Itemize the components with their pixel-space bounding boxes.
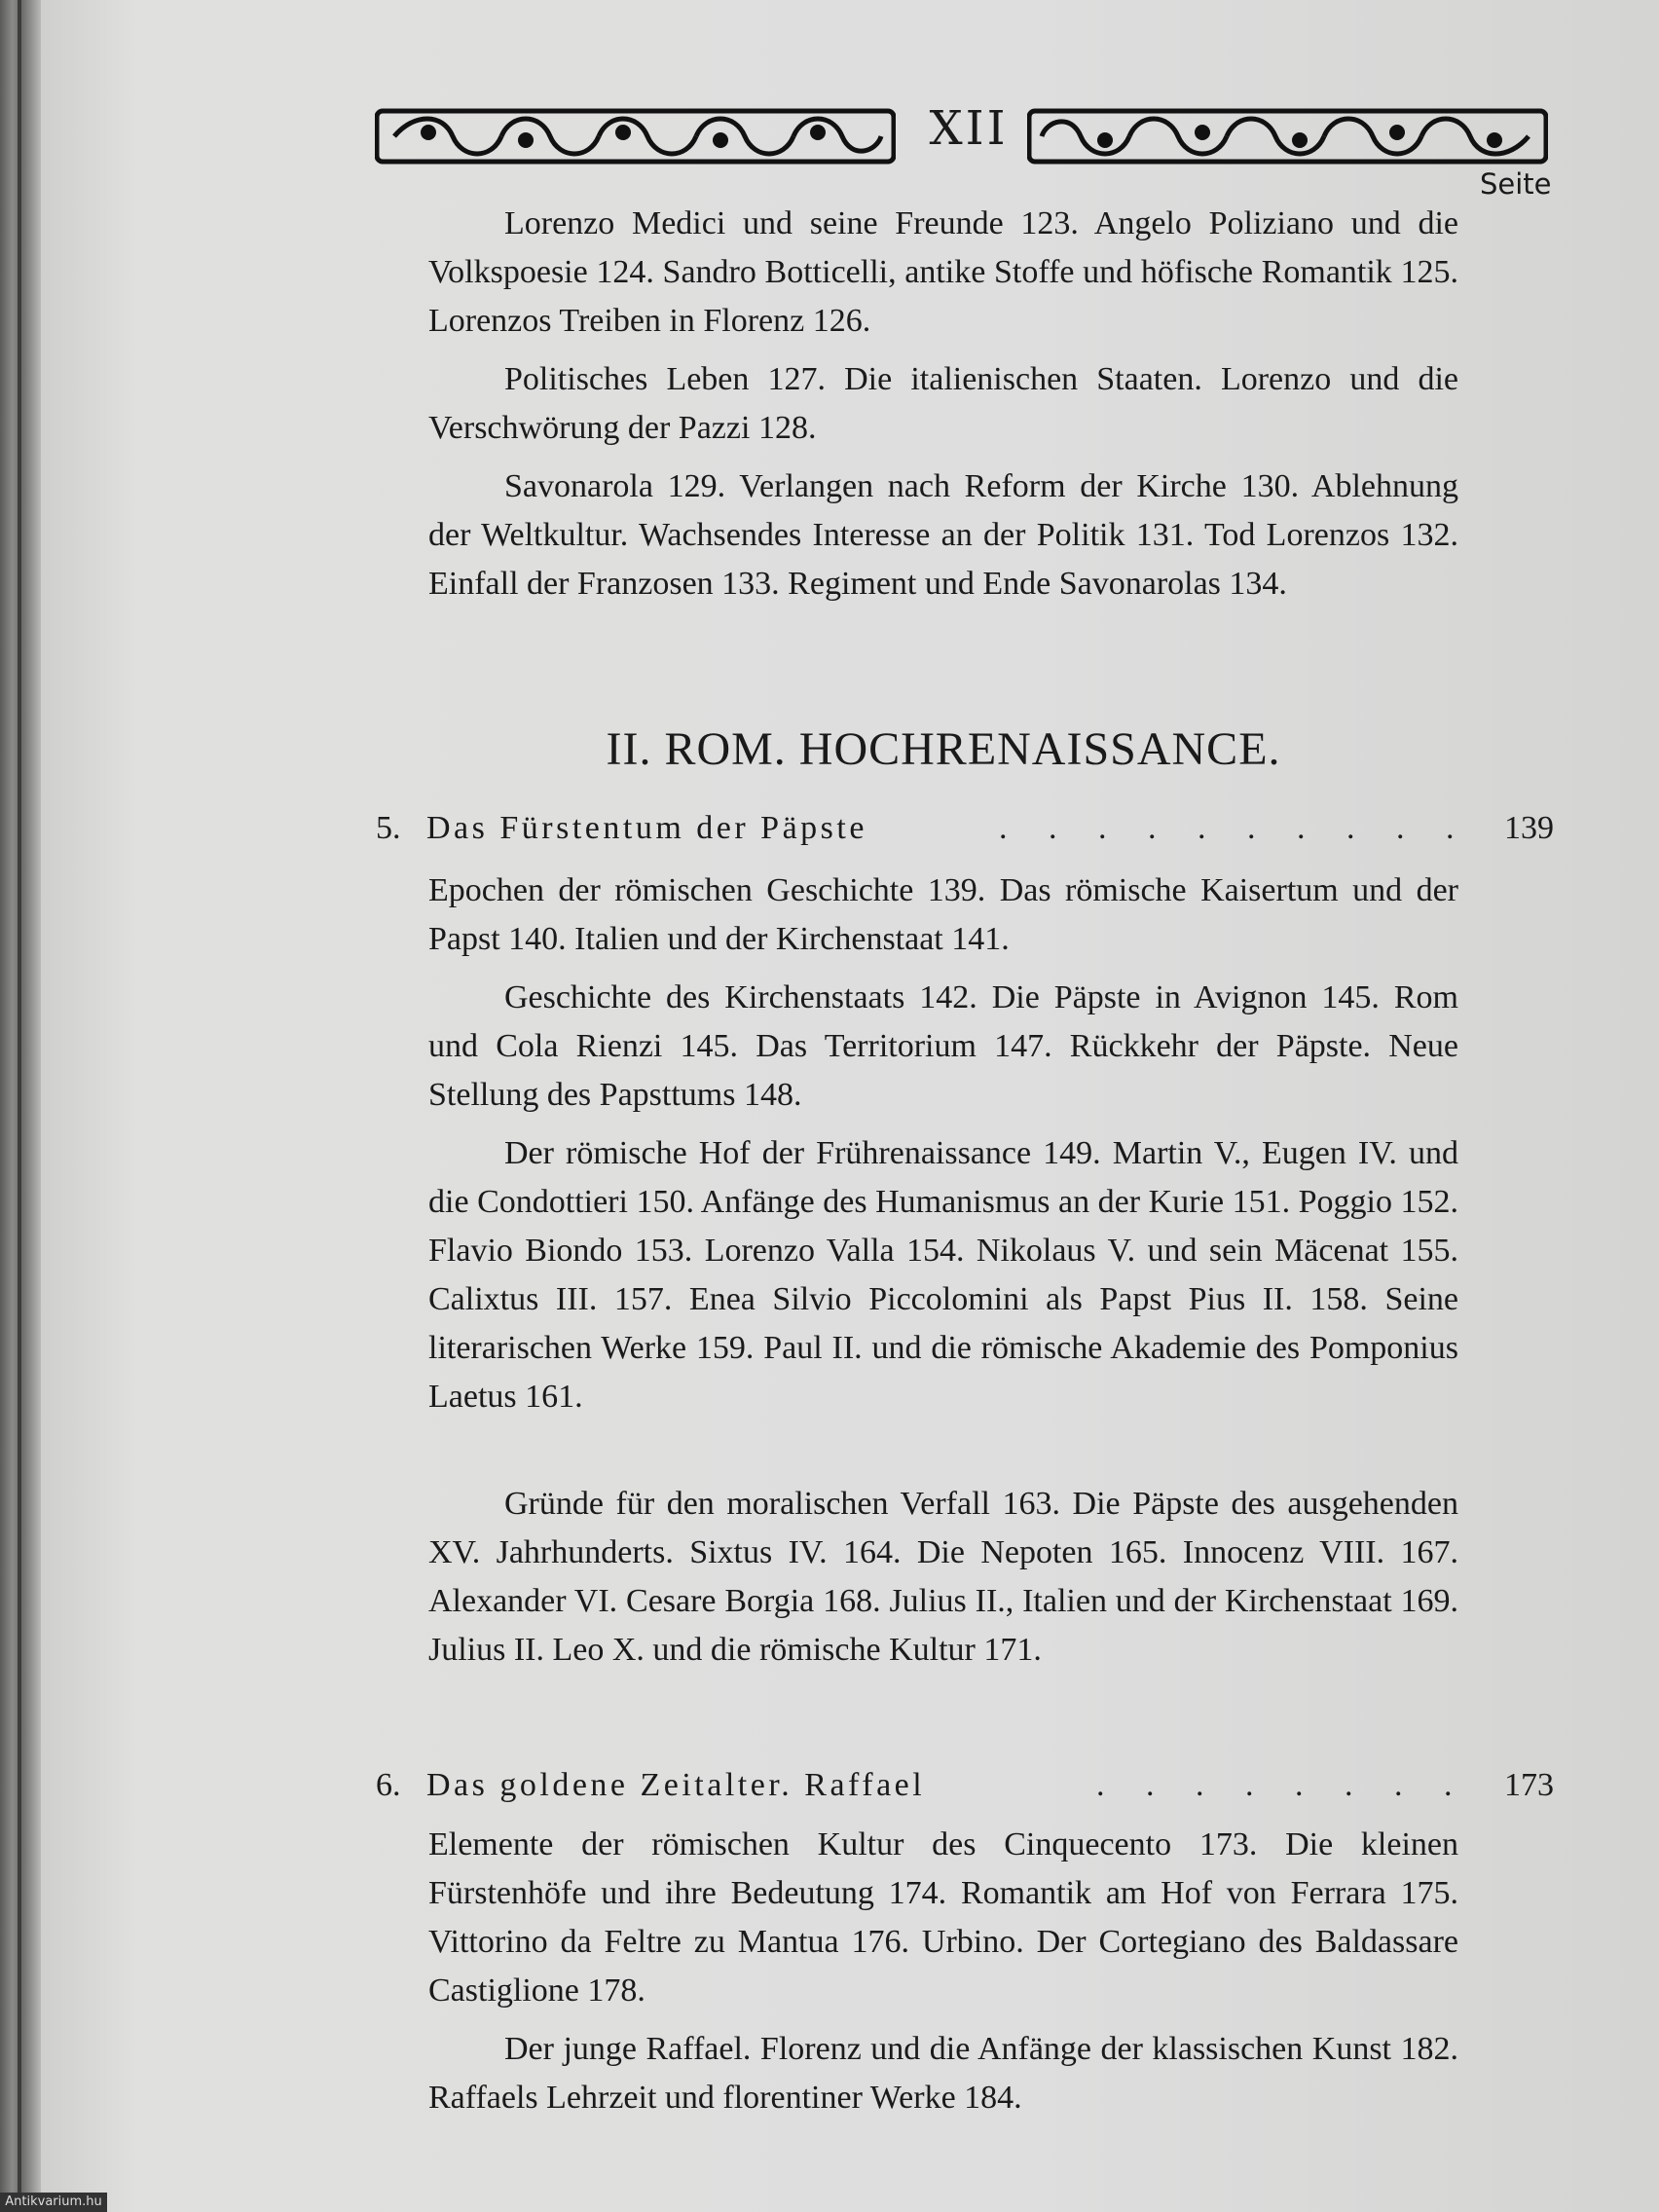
scroll-ornament-icon [1027,103,1548,169]
chapter-page: 139 [1504,810,1554,846]
chapter-number: 6. [376,1767,401,1803]
chapter-page: 173 [1504,1767,1554,1803]
chapter-title: Das goldene Zeitalter. Raffael [426,1767,926,1803]
spine-edge [18,0,21,2212]
chapter-title: Das Fürstentum der Päpste [426,810,867,846]
scroll-ornament-icon [375,103,896,169]
dot-leader: . . . . . . . . [1096,1767,1469,1803]
chapter-paragraph: Der junge Raffael. Florenz und die Anfänge der klassischen Kunst 182. Raffaels Lehrzeit und florentiner Werke 184. [428,2031,1458,2116]
section-heading: II. ROM. HOCHRENAISSANCE. [606,723,1281,775]
chapter-paragraph: Der römische Hof der Frührenaissance 149. Martin V., Eugen IV. und die Condottieri 150. Anfänge des Humanismus an der Kurie 151. Poggio 152. Flavio Biondo 153. Lorenzo Valla 154. Nikolaus V. und sein Mäcenat 155. Calixtus III. 157. Enea Silvio Piccolomini als Papst Pius II. 158. Seine literarischen Werke 159. Paul II. und die römische Akademie des Pomponius Laetus 161. [428,1135,1458,1415]
chapter-paragraph: Elemente der römischen Kultur des Cinquecento 173. Die kleinen Fürstenhöfe und ihre Bedeutung 174. Romantik am Hof von Ferrara 175. Vittorino da Feltre zu Mantua 176. Urbino. Der Cortegiano des Baldassare Castiglione 178. [428,1826,1458,2009]
page-header [375,97,1548,175]
chapter-entry [376,810,1554,859]
intro-paragraph: Politisches Leben 127. Die italienischen Staaten. Lorenzo und die Verschwörung der Pazzi 128. [428,361,1458,446]
dot-leader: . . . . . . . . . . [999,810,1471,846]
watermark: Antikvarium.hu [0,2193,107,2212]
chapter-entry [376,1767,1554,1816]
page-number: XII [929,101,1009,156]
chapter-paragraph: Gründe für den moralischen Verfall 163. Die Päpste des ausgehenden XV. Jahrhunderts. Sixtus IV. 164. Die Nepoten 165. Innocenz VIII. 167. Alexander VI. Cesare Borgia 168. Julius II., Italien und der Kirchenstaat 169. Julius II. Leo X. und die römische Kultur 171. [428,1486,1458,1668]
column-label: Seite [1480,167,1552,201]
chapter-paragraph: Geschichte des Kirchenstaats 142. Die Päpste in Avignon 145. Rom und Cola Rienzi 145. Das Territorium 147. Rückkehr der Päpste. Neue Stellung des Papsttums 148. [428,979,1458,1113]
chapter-paragraph: Epochen der römischen Geschichte 139. Das römische Kaisertum und der Papst 140. Italien und der Kirchenstaat 141. [428,872,1458,957]
chapter-number: 5. [376,810,401,846]
intro-paragraph: Lorenzo Medici und seine Freunde 123. Angelo Poliziano und die Volkspoesie 124. Sandro Botticelli, antike Stoffe und höfische Romantik 125. Lorenzos Treiben in Florenz 126. [428,205,1458,339]
intro-paragraph: Savonarola 129. Verlangen nach Reform der Kirche 130. Ablehnung der Weltkultur. Wachsendes Interesse an der Politik 131. Tod Lorenzos 132. Einfall der Franzosen 133. Regiment und Ende Savonarolas 134. [428,468,1458,602]
